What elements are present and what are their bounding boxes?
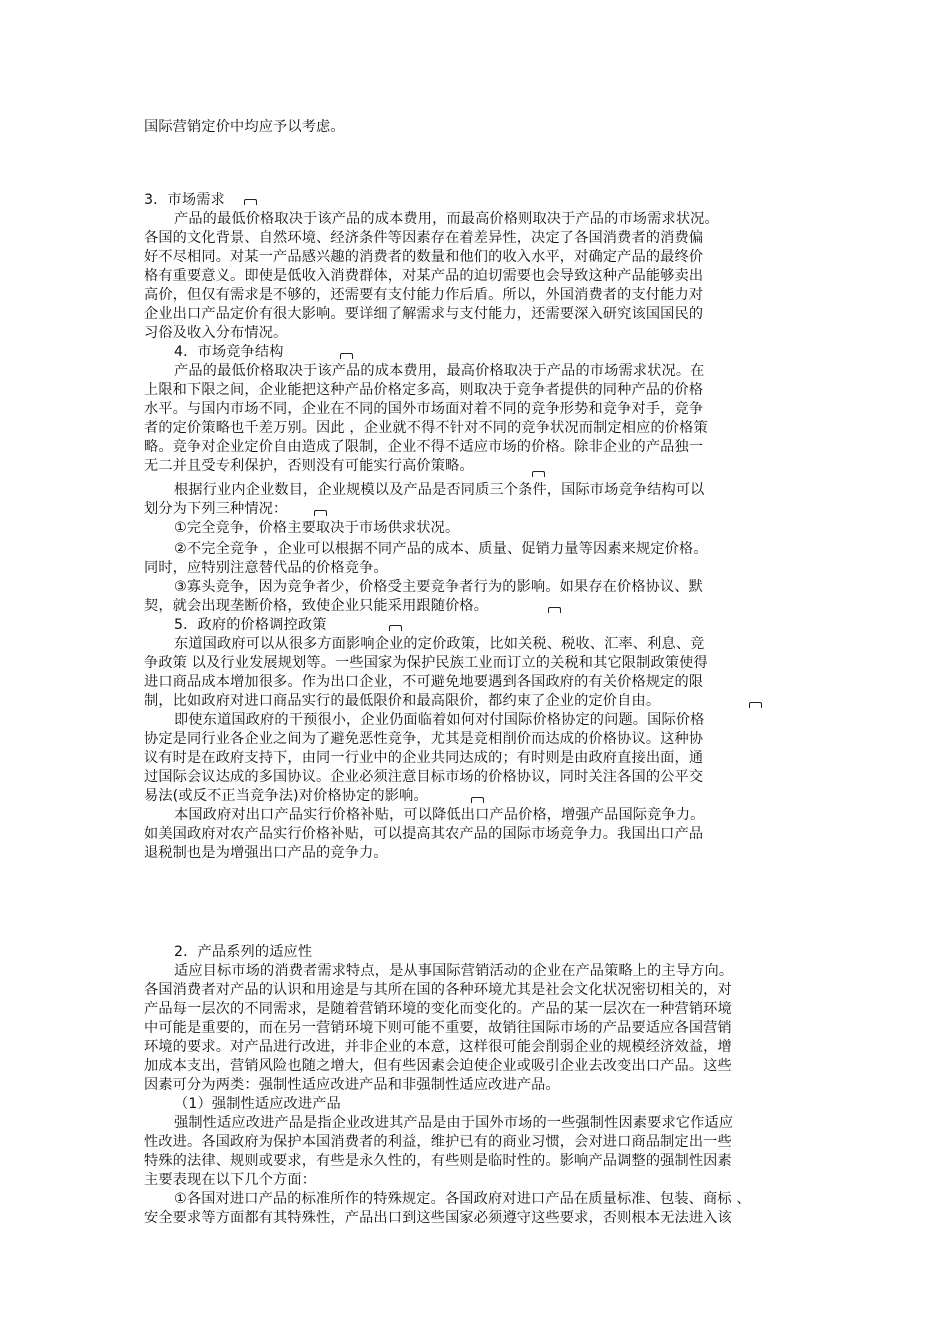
text-line: 加成本支出，营销风险也随之增大，但有些因素会迫使企业或吸引企业去改变出口产品。这些: [144, 1058, 732, 1074]
text-line: 争政策 以及行业发展规划等。一些国家为保护民族工业而订立的关税和其它限制政策使得: [144, 655, 708, 671]
bracket-mark-icon: [389, 625, 402, 631]
text-line: 过国际会议达成的多国协议。企业必须注意目标市场的价格协议，同时关注各国的公平交: [144, 769, 704, 785]
text-line: 强制性适应改进产品是指企业改进其产品是由于国外市场的一些强制性因素要求它作适应: [174, 1115, 734, 1131]
bracket-mark-icon: [244, 199, 257, 205]
bracket-mark-icon: [340, 353, 353, 359]
bracket-mark-icon: [532, 471, 545, 477]
text-line: 高价，但仅有需求是不够的，还需要有支付能力作后盾。所以，外国消费者的支付能力对: [144, 287, 704, 303]
text-line: 各国消费者对产品的认识和用途是与其所在国的各种环境尤其是社会文化状况密切相关的，对: [144, 982, 732, 998]
section-heading: 5．政府的价格调控政策: [174, 617, 327, 633]
text-line: 中可能是重要的，而在另一营销环境下则可能不重要，故销往国际市场的产品要适应各国营销: [144, 1020, 732, 1036]
text-line: 本国政府对出口产品实行价格补贴，可以降低出口产品价格，增强产品国际竞争力。: [174, 807, 705, 823]
text-line: 产品的最低价格取决于该产品的成本费用，最高价格取决于产品的市场需求状况。在: [174, 363, 705, 379]
text-line: 主要表现在以下几个方面：: [144, 1172, 317, 1188]
text-line: 议有时是在政府支持下，由同一行业中的企业共同达成的；有时则是由政府直接出面，通: [144, 750, 704, 766]
bracket-mark-icon: [749, 702, 762, 708]
text-line: 产品每一层次的不同需求，是随着营销环境的变化而变化的。产品的某一层次在一种营销环境: [144, 1001, 732, 1017]
text-line: 划分为下列三种情况：: [144, 501, 288, 517]
text-line: 国际营销定价中均应予以考虑。: [144, 119, 345, 135]
text-line: ③寡头竞争，因为竞争者少，价格受主要竞争者行为的影响。如果存在价格协议、默: [174, 579, 704, 595]
text-line: 根据行业内企业数目，企业规模以及产品是否同质三个条件，国际市场竞争结构可以: [174, 482, 705, 498]
text-line: 好不尽相同。对某一产品感兴趣的消费者的数量和他们的收入水平，对确定产品的最终价: [144, 249, 704, 265]
text-line: 制，比如政府对进口商品实行的最低限价和最高限价，都约束了企业的定价自由。: [144, 693, 661, 709]
bracket-mark-icon: [548, 607, 561, 613]
text-line: 特殊的法律、规则或要求，有些是永久性的，有些则是临时性的。影响产品调整的强制性因素: [144, 1153, 732, 1169]
section-heading: 3．市场需求: [144, 192, 225, 208]
text-line: 易法(或反不正当竞争法)对价格协定的影响。: [144, 788, 428, 804]
text-line: 同时，应特别注意替代品的价格竞争。: [144, 560, 388, 576]
text-line: 契，就会出现垄断价格，致使企业只能采用跟随价格。: [144, 598, 489, 614]
text-line: ①完全竞争，价格主要取决于市场供求状况。: [174, 520, 460, 536]
text-line: 习俗及收入分布情况。: [144, 325, 288, 341]
text-line: 因素可分为两类：强制性适应改进产品和非强制性适应改进产品。: [144, 1077, 560, 1093]
text-line: 无二并且受专利保护，否则没有可能实行高价策略。: [144, 458, 474, 474]
text-line: 如美国政府对农产品实行价格补贴，可以提高其农产品的国际市场竞争力。我国出口产品: [144, 826, 704, 842]
text-line: 退税制也是为增强出口产品的竞争力。: [144, 845, 388, 861]
text-line: 企业出口产品定价有很大影响。要详细了解需求与支付能力，还需要深入研究该国国民的: [144, 306, 704, 322]
section-heading: 2．产品系列的适应性: [174, 944, 313, 960]
bracket-mark-icon: [471, 797, 484, 803]
text-line: 适应目标市场的消费者需求特点，是从事国际营销活动的企业在产品策略上的主导方向。: [174, 963, 734, 979]
text-line: 上限和下限之间，企业能把这种产品价格定多高，则取决于竞争者提供的同种产品的价格: [144, 382, 704, 398]
text-line: 进口商品成本增加很多。作为出口企业，不可避免地要遇到各国政府的有关价格规定的限: [144, 674, 704, 690]
text-line: 者的定价策略也千差万别。因此 ，企业就不得不针对不同的竞争状况而制定相应的价格策: [144, 420, 708, 436]
text-line: 安全要求等方面都有其特殊性，产品出口到这些国家必须遵守这些要求，否则根本无法进入该: [144, 1210, 732, 1226]
text-line: 产品的最低价格取决于该产品的成本费用，而最高价格则取决于产品的市场需求状况。: [174, 211, 719, 227]
text-line: ②不完全竞争 ，企业可以根据不同产品的成本、质量、促销力量等因素来规定价格。: [174, 541, 708, 557]
bracket-mark-icon: [314, 510, 327, 516]
text-line: 即使东道国政府的干预很小，企业仍面临着如何对付国际价格协定的问题。国际价格: [174, 712, 705, 728]
text-line: 环境的要求。对产品进行改进，并非企业的本意，这样很可能会削弱企业的规模经济效益，增: [144, 1039, 732, 1055]
text-line: 各国的文化背景、自然环境、经济条件等因素存在着差异性，决定了各国消费者的消费偏: [144, 230, 704, 246]
text-line: 略。竞争对企业定价自由造成了限制，企业不得不适应市场的价格。除非企业的产品独一: [144, 439, 704, 455]
text-line: ①各国对进口产品的标准所作的特殊规定。各国政府对进口产品在质量标准、包装、商标 、: [174, 1191, 751, 1207]
text-line: 性改进。各国政府为保护本国消费者的利益，维护已有的商业习惯，会对进口商品制定出一些: [144, 1134, 732, 1150]
text-line: 东道国政府可以从很多方面影响企业的定价政策，比如关税、税收、汇率、利息、竞: [174, 636, 705, 652]
text-line: 格有重要意义。即使是低收入消费群体，对某产品的迫切需要也会导致这种产品能够卖出: [144, 268, 704, 284]
section-heading: （1）强制性适应改进产品: [174, 1096, 341, 1112]
section-heading: 4．市场竞争结构: [174, 344, 284, 360]
text-line: 水平。与国内市场不同，企业在不同的国外市场面对着不同的竞争形势和竞争对手，竞争: [144, 401, 704, 417]
text-line: 协定是同行业各企业之间为了避免恶性竞争，尤其是竞相削价而达成的价格协议。这种协: [144, 731, 704, 747]
